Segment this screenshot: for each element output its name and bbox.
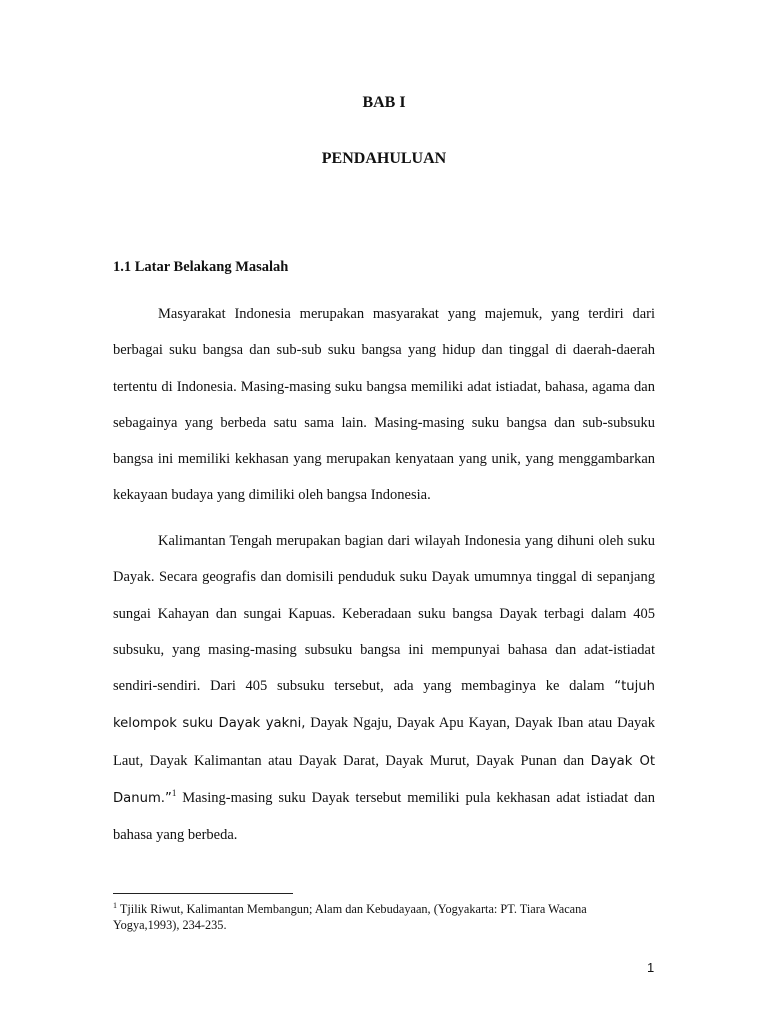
footnote-number: 1 [113,901,117,910]
paragraph-2-text-a: Kalimantan Tengah merupakan bagian dari wilayah Indonesia yang dihuni oleh suku Dayak. Secara geografis dan domisili penduduk suku Dayak umumnya tinggal di sepanjang sungai Kahayan dan sungai Kapuas. Keberadaan suku bangsa Dayak terbagi dalam 405 subsuku, yang masing-masing subsuku bangsa ini mempunyai bahasa dan adat-istiadat sendiri-sendiri. Dari 405 subsuku tersebut, ada yang membaginya ke dalam [113,533,655,695]
section-heading: 1.1 Latar Belakang Masalah [113,259,289,275]
footnote-separator [113,893,293,894]
paragraph-2-quote-a: “tujuh kelompok suku Dayak yakni, [113,679,655,732]
paragraph-2-text-c: Masing-masing suku Dayak tersebut memiliki pula kekhasan adat istiadat dan bahasa yang berbeda. [113,790,655,844]
paragraph-2-quote-b: Dayak Ot Danum.” [113,753,655,807]
paragraph-1: Masyarakat Indonesia merupakan masyarakat yang majemuk, yang terdiri dari berbagai suku bangsa dan sub-sub suku bangsa yang hidup dan tinggal di daerah-daerah tertentu di Indonesia. Masing-masing suku bangsa memiliki adat istiadat, bahasa, agama dan sebagainya yang berbeda satu sama lain. Masing-masing suku bangsa dan sub-subsuku bangsa ini memiliki kekhasan yang merupakan kenyataan yang unik, yang menggambarkan kekayaan budaya yang dimiliki oleh bangsa Indonesia. [113,306,655,504]
page-number: 1 [647,960,655,975]
chapter-title: PENDAHULUAN [321,150,447,167]
paragraph-2-text-b: Dayak Ngaju, Dayak Apu Kayan, Dayak Iban atau Dayak Laut, Dayak Kalimantan atau Dayak Darat, Dayak Murut, Dayak Punan dan [113,715,655,769]
paragraph-2 [113,523,655,854]
footnote [113,898,613,933]
footnote-text: Tjilik Riwut, Kalimantan Membangun; Alam dan Kebudayaan, (Yogyakarta: PT. Tiara Wacana Yogya,1993), 234-235. [113,902,587,933]
footnote-reference[interactable]: 1 [171,788,177,799]
chapter-number: BAB I [362,94,406,111]
